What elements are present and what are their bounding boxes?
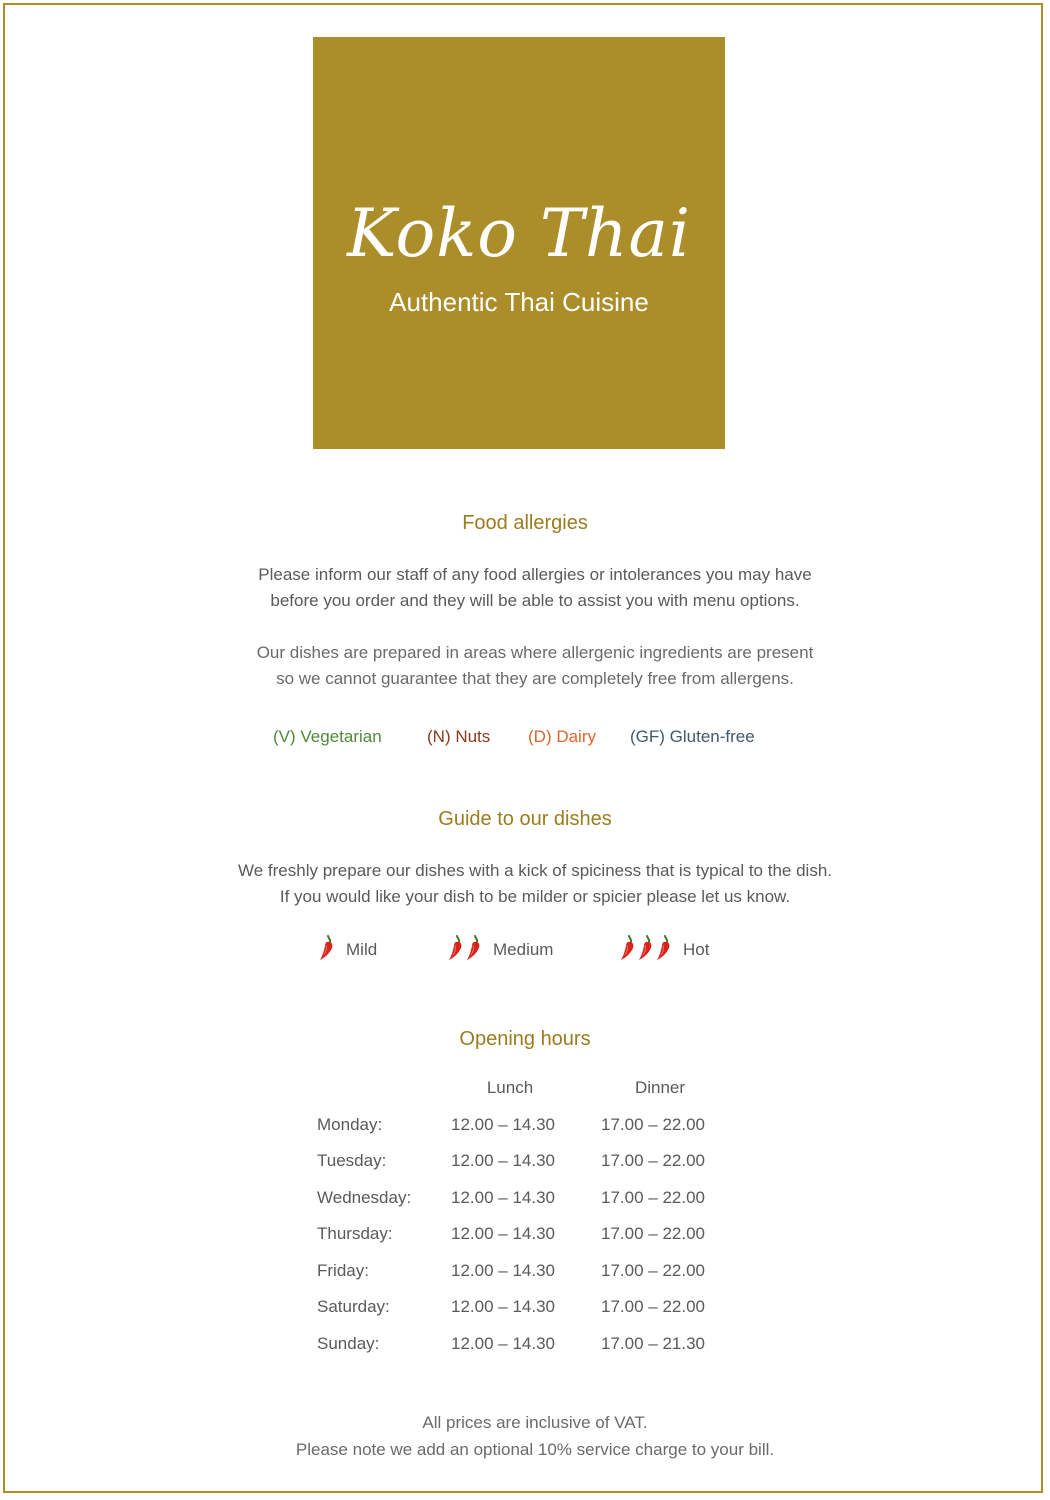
chili-icon [637,934,655,962]
spice-label-medium: Medium [493,940,554,959]
hours-day: Saturday: [317,1297,390,1316]
hours-day: Friday: [317,1261,369,1280]
footer-line-1: All prices are inclusive of VAT. [422,1413,648,1432]
spice-level-mild [318,935,377,965]
hours-dinner: 17.00 – 22.00 [601,1151,705,1170]
chili-icon [447,934,465,962]
hours-header-row [0,1078,1050,1104]
restaurant-tagline: Authentic Thai Cuisine [389,287,649,317]
chili-group-mild [318,934,336,967]
chili-icon [655,934,673,962]
spice-label-hot: Hot [683,940,710,959]
restaurant-name: Koko Thai [347,195,691,272]
table-row [0,1115,1050,1141]
table-row [0,1224,1050,1250]
hours-dinner: 17.00 – 22.00 [601,1188,705,1207]
hours-dinner: 17.00 – 22.00 [601,1115,705,1134]
hours-lunch: 12.00 – 14.30 [451,1151,555,1170]
hours-lunch: 12.00 – 14.30 [451,1261,555,1280]
guide-heading: Guide to our dishes [438,808,612,830]
table-row [0,1151,1050,1177]
hours-dinner: 17.00 – 21.30 [601,1334,705,1353]
allergies-paragraph-1 [0,562,1050,614]
allergies-paragraph-2-line-1: Our dishes are prepared in areas where allergenic ingredients are present [256,643,814,662]
guide-paragraph [0,858,1050,910]
hours-dinner: 17.00 – 22.00 [601,1297,705,1316]
footer-note [0,1409,1050,1463]
allergen-key-dairy: (D) Dairy [528,727,596,746]
allergies-paragraph-1-line-1: Please inform our staff of any food allergies or intolerances you may have [258,565,812,584]
table-row [0,1297,1050,1323]
allergen-key-gluten-free: (GF) Gluten-free [630,727,755,746]
allergen-key-row [0,727,1050,751]
guide-paragraph-line-1: We freshly prepare our dishes with a kick of spiciness that is typical to the dish. [237,861,832,880]
hours-lunch: 12.00 – 14.30 [451,1297,555,1316]
chili-icon [318,934,336,962]
hours-lunch: 12.00 – 14.30 [451,1115,555,1134]
hours-lunch: 12.00 – 14.30 [451,1188,555,1207]
allergies-paragraph-1-line-2: before you order and they will be able to assist you with menu options. [270,591,800,610]
hours-header-dinner: Dinner [634,1078,686,1097]
chili-group-hot [619,934,673,967]
hours-heading: Opening hours [459,1028,591,1050]
table-row [0,1188,1050,1214]
spice-level-hot [619,935,709,965]
chili-icon [619,934,637,962]
hours-dinner: 17.00 – 22.00 [601,1261,705,1280]
table-row [0,1334,1050,1360]
allergies-heading: Food allergies [462,512,588,534]
hours-lunch: 12.00 – 14.30 [451,1334,555,1353]
table-row [0,1261,1050,1287]
spice-level-medium [447,935,553,965]
allergen-key-nuts: (N) Nuts [427,727,491,746]
allergies-paragraph-2 [0,640,1050,692]
spice-label-mild: Mild [346,940,378,959]
chili-group-medium [447,934,483,967]
hours-day: Thursday: [317,1224,393,1243]
hours-dinner: 17.00 – 22.00 [601,1224,705,1243]
guide-paragraph-line-2: If you would like your dish to be milder or spicier please let us know. [279,887,791,906]
hours-day: Monday: [317,1115,383,1134]
spice-legend [0,935,1050,965]
hours-day: Sunday: [317,1334,380,1353]
allergies-paragraph-2-line-2: so we cannot guarantee that they are completely free from allergens. [276,669,794,688]
hours-day: Wednesday: [317,1188,412,1207]
hours-header-lunch: Lunch [486,1078,534,1097]
hours-day: Tuesday: [317,1151,387,1170]
footer-line-2: Please note we add an optional 10% service charge to your bill. [295,1440,775,1459]
logo-block [313,37,725,449]
chili-icon [465,934,483,962]
hours-lunch: 12.00 – 14.30 [451,1224,555,1243]
allergen-key-vegetarian: (V) Vegetarian [273,727,382,746]
